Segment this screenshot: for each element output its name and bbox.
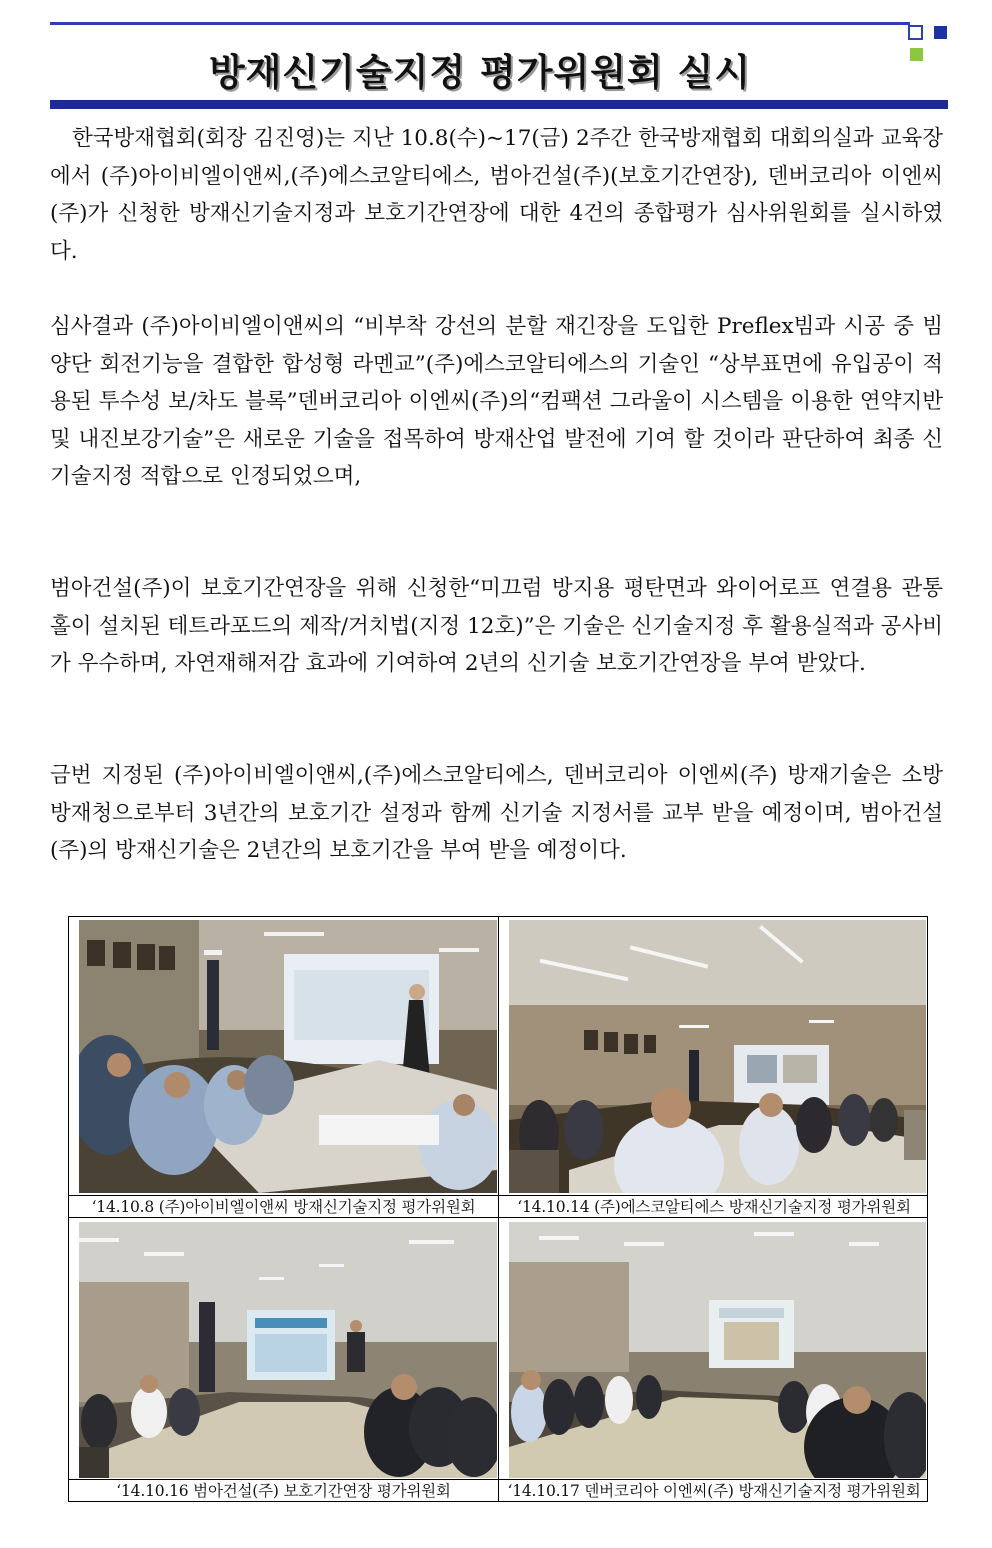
meeting-photo-3 xyxy=(79,1222,497,1478)
photo-caption-3: ‘14.10.16 범아건설(주) 보호기간연장 평가위원회 xyxy=(116,1482,451,1500)
meeting-photo-2 xyxy=(509,920,926,1193)
paragraph-extension: 범아건설(주)이 보호기간연장을 위해 신청한“미끄럼 방지용 평탄면과 와이어로프 연결용 관통 홀이 설치된 테트라포드의 제작/거치법(지정 12호)”은 기술은 신기술지정 후 활용실적과 공사비가 우수하며, 자연재해저감 효과에 기여하여 2년의 신기술 보호기간연장을 부여 받았다. xyxy=(50,576,943,676)
paragraph-schedule: 금번 지정된 (주)아이비엘이앤씨,(주)에스코알티에스, 덴버코리아 이엔씨(주) 방재기술은 소방방재청으로부터 3년간의 보호기간 설정과 함께 신기술 지정서를 교부 받을 예정이며, 범아건설(주)의 방재신기술은 2년간의 보호기간을 부여 받을 예정이다. xyxy=(50,763,943,863)
paragraph-results: 심사결과 (주)아이비엘이앤씨의 “비부착 강선의 분할 재긴장을 도입한 Preflex빔과 시공 중 빔 양단 회전기능을 결합한 합성형 라멘교”(주)에스코알티에스의 기술인 “상부표면에 유입공이 적용된 투수성 보/차도 블록”덴버코리아 이엔씨(주)의“컴팩션 그라울이 시스템을 이용한 연약지반 및 내진보강기술”은 새로운 기술을 접목하여 방재산업 발전에 기여 할 것이라 판단하여 최종 신기술지정 적합으로 인정되었으며, xyxy=(50,314,943,489)
decor-square-blue xyxy=(934,26,947,39)
header-top-rule xyxy=(50,22,910,25)
meeting-photo-icon xyxy=(509,920,926,1193)
paragraph-intro: 한국방재협회(회장 김진영)는 지난 10.8(수)~17(금) 2주간 한국방재협회 대회의실과 교육장에서 (주)아이비엘이앤씨,(주)에스코알티에스, 범아건설(주)(보호기간연장), 덴버코리아 이엔씨(주)가 신청한 방재신기술지정과 보호기간연장에 대한 4건의 종합평가 심사위원회를 실시하였다. xyxy=(50,126,943,264)
meeting-photo-4 xyxy=(509,1222,926,1478)
meeting-photo-icon xyxy=(79,920,497,1193)
photo-table xyxy=(68,916,928,1502)
meeting-photo-icon xyxy=(79,1222,497,1478)
header xyxy=(50,22,948,114)
meeting-photo-1 xyxy=(79,920,497,1193)
decor-square-green xyxy=(910,48,923,61)
photo-caption-1: ‘14.10.8 (주)아이비엘이앤씨 방재신기술지정 평가위원회 xyxy=(91,1198,476,1216)
photo-caption-4: ‘14.10.17 덴버코리아 이엔씨(주) 방재신기술지정 평가위원회 xyxy=(507,1482,921,1500)
decor-square-outline xyxy=(908,25,923,40)
page-title: 방재신기술지정 평가위원회 실시 xyxy=(208,51,752,94)
photo-caption-2: ‘14.10.14 (주)에스코알티에스 방재신기술지정 평가위원회 xyxy=(517,1198,911,1216)
header-bottom-rule xyxy=(50,100,948,109)
meeting-photo-icon xyxy=(509,1222,926,1478)
